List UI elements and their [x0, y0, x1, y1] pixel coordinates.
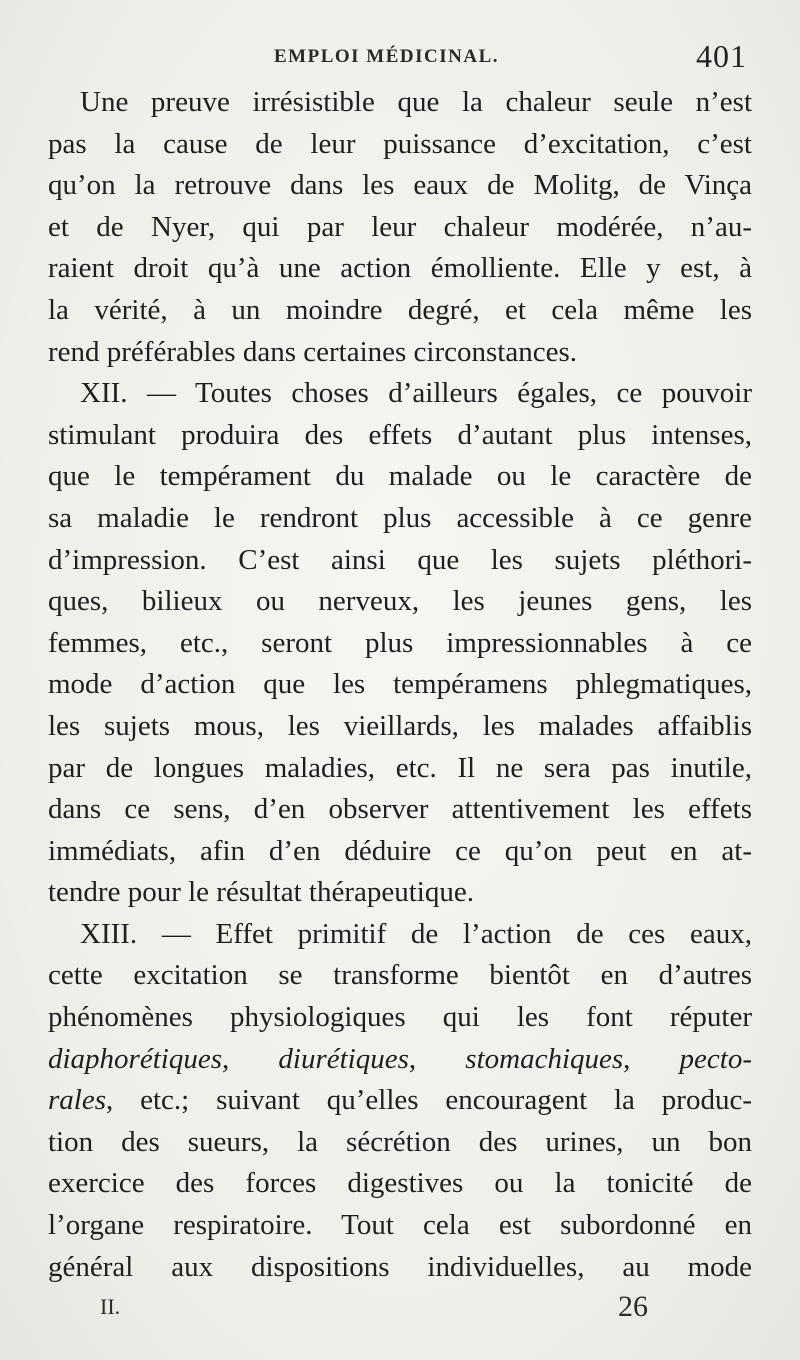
text-line: phénomènes physiologiques qui les font réputer — [48, 1001, 752, 1034]
text-line: l’organe respiratoire. Tout cela est subordonné en — [48, 1209, 752, 1242]
signature-number: 26 — [618, 1290, 648, 1323]
text-line: cette excitation se transforme bientôt en d’autres — [48, 959, 752, 992]
text-line: ques, bilieux ou nerveux, les jeunes gens, les — [48, 585, 752, 618]
text-line: les sujets mous, les vieillards, les malades affaiblis — [48, 709, 752, 742]
text-line: raient droit qu’à une action émolliente. Elle y est, à — [48, 252, 752, 285]
text-line: tendre pour le résultat thérapeutique. — [48, 876, 474, 909]
section-xii-start: XII. — Toutes choses d’ailleurs égales, ce pouvoir — [80, 377, 752, 410]
text-line: la vérité, à un moindre degré, et cela même les — [48, 293, 752, 326]
page-number: 401 — [696, 38, 747, 74]
italic-term: pecto- — [679, 1042, 752, 1075]
text-line: tion des sueurs, la sécrétion des urines, un bon — [48, 1125, 752, 1158]
text-line: pas la cause de leur puissance d’excitation, c’est — [48, 127, 752, 160]
text-line: qu’on la retrouve dans les eaux de Molitg, de Vinça — [48, 169, 752, 202]
text-line: immédiats, afin d’en déduire ce qu’on peut en at- — [48, 834, 752, 867]
text-line: exercice des forces digestives ou la tonicité de — [48, 1167, 752, 1200]
italic-terms-line — [48, 1039, 752, 1081]
italic-term: diaphorétiques — [48, 1042, 222, 1075]
volume-mark: II. — [100, 1294, 121, 1319]
line-remainder: , etc.; suivant qu’elles encouragent la produc- — [106, 1084, 752, 1117]
body-text — [48, 82, 752, 1288]
text-line: que le tempérament du malade ou le caractère de — [48, 460, 752, 493]
section-xiii-start: XIII. — Effet primitif de l’action de ces eaux, — [80, 917, 752, 950]
page-footer — [0, 1290, 800, 1330]
running-title: EMPLOI MÉDICINAL. — [274, 46, 500, 67]
text-line: d’impression. C’est ainsi que les sujets pléthori- — [48, 543, 752, 576]
text-line: Une preuve irrésistible que la chaleur seule n’est — [80, 86, 752, 118]
text-line: général aux dispositions individuelles, au mode — [48, 1250, 752, 1283]
separator: , — [408, 1042, 466, 1075]
separator: , — [623, 1042, 680, 1075]
text-line: et de Nyer, qui par leur chaleur modérée, n’au- — [48, 210, 752, 243]
text-line: femmes, etc., seront plus impressionnables à ce — [48, 626, 752, 659]
text-line: par de longues maladies, etc. Il ne sera pas inutile, — [48, 751, 752, 784]
text-line: rend préférables dans certaines circonstances. — [48, 335, 577, 368]
text-line: stimulant produira des effets d’autant plus intenses, — [48, 418, 752, 451]
italic-term: diurétiques — [278, 1042, 409, 1075]
text-line — [48, 1080, 752, 1122]
separator: , — [222, 1042, 279, 1075]
text-line: sa maladie le rendront plus accessible à ce genre — [48, 501, 752, 534]
italic-term: rales — [48, 1084, 106, 1117]
text-line: mode d’action que les tempéramens phlegmatiques, — [48, 668, 752, 701]
running-head — [0, 38, 800, 78]
italic-term: stomachiques — [465, 1042, 624, 1075]
text-line: dans ce sens, d’en observer attentivement les effets — [48, 793, 752, 826]
